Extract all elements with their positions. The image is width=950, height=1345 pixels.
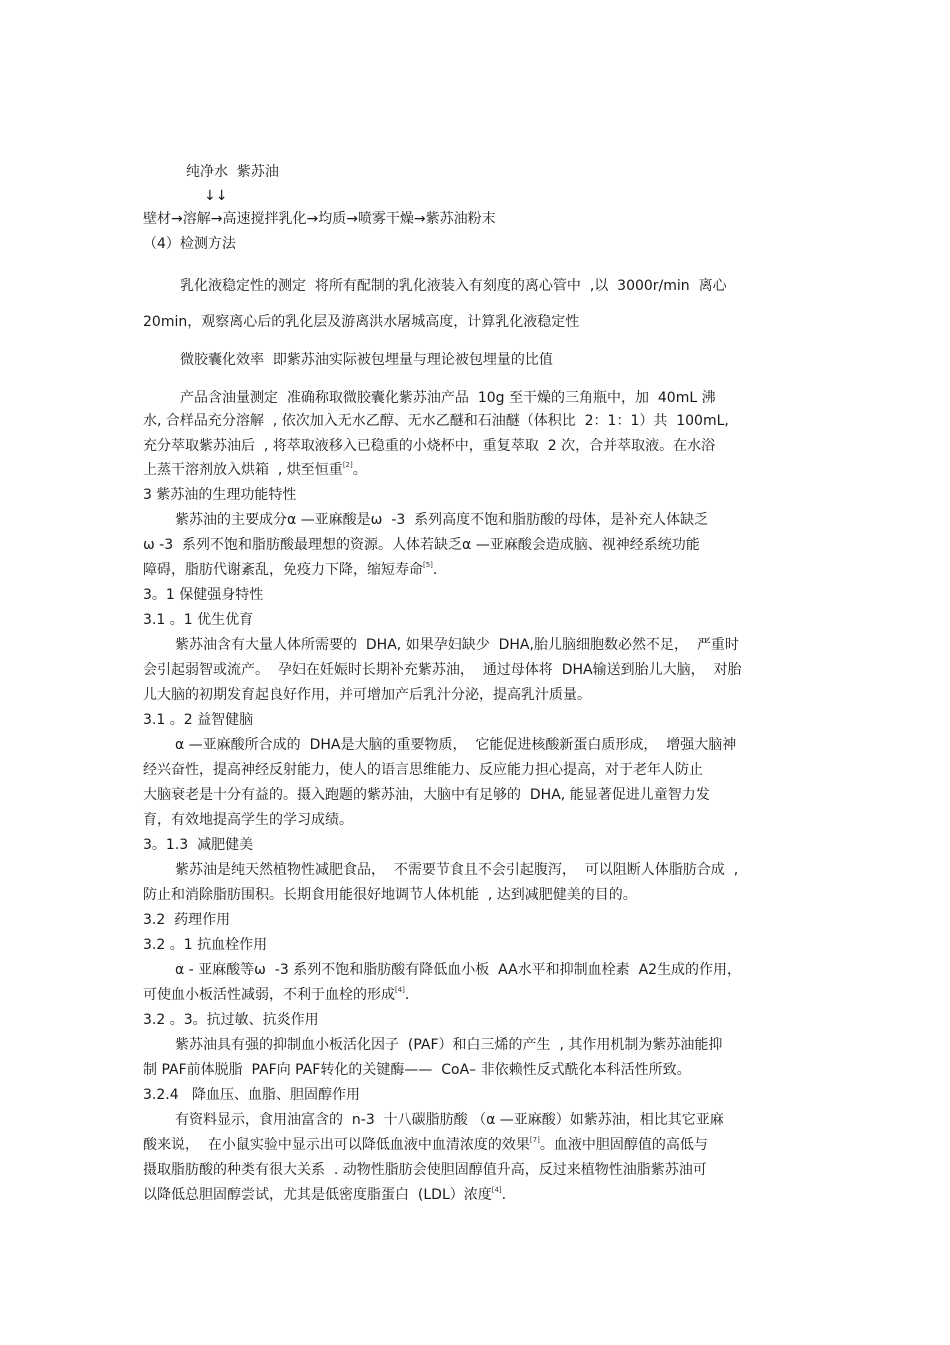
text-line — [143, 711, 253, 729]
text-line — [175, 636, 739, 654]
text-segment: 通过母体将 — [482, 662, 553, 678]
text-segment — [489, 962, 498, 978]
text-line — [143, 936, 267, 954]
text-segment: 3.1 。2 益智健脑 — [143, 712, 254, 728]
text-line — [175, 861, 738, 879]
text-line — [143, 686, 591, 704]
text-segment — [306, 278, 315, 294]
text-segment: 充分萃取紫苏油后 — [143, 438, 255, 454]
text-segment: , — [733, 862, 739, 878]
citation-ref: [4] — [491, 1186, 502, 1194]
text-line — [143, 786, 710, 804]
citation-ref: [7] — [529, 1136, 540, 1144]
text-segment: 即紫苏油实际被包埋量与理论被包埋量的比值 — [272, 352, 553, 368]
text-segment: 产品含油量测定 — [180, 390, 278, 406]
text-segment: 壁材→溶解→高速搅拌乳化→均质→喷雾干燥→紫苏油粉末 — [143, 211, 496, 227]
text-segment: . — [432, 562, 438, 578]
text-line — [143, 611, 253, 629]
text-line — [204, 187, 227, 205]
text-segment: 。血液中胆固醇值的高低与 — [539, 1137, 708, 1153]
text-segment — [409, 1187, 418, 1203]
text-segment: (LDL）浓度 — [417, 1187, 492, 1203]
text-line — [143, 1011, 319, 1029]
text-line — [186, 163, 279, 181]
text-segment: 3。1 保健强身特性 — [143, 587, 264, 603]
text-segment: 3。1.3 减肥健美 — [143, 837, 254, 853]
text-segment: 将所有配制的乳化液装入有刻度的离心管中 — [314, 278, 581, 294]
text-segment: 10g 至干燥的三角瓶中，加 — [477, 390, 649, 406]
text-line — [175, 511, 708, 529]
text-segment: （4）检测方法 — [143, 236, 236, 252]
text-segment — [649, 390, 658, 406]
text-line — [180, 389, 716, 407]
text-segment — [657, 737, 666, 753]
text-segment: 儿大脑的初期发育起良好作用，并可增加产后乳汁分泌，提高乳汁质量。 — [143, 687, 591, 703]
text-segment: 乳化液稳定性的测定 — [180, 278, 306, 294]
text-segment: 可使血小板活性减弱，不利于血栓的形成 — [143, 987, 395, 1003]
text-segment: 3.1 。1 优生优育 — [143, 612, 254, 628]
text-segment: 2 次，合并萃取液。在水浴 — [547, 438, 716, 454]
text-segment — [539, 438, 548, 454]
text-segment — [385, 862, 394, 878]
text-line — [143, 235, 236, 253]
text-segment: 40mL 沸 — [657, 390, 716, 406]
text-segment: ↓ — [215, 188, 228, 204]
text-segment: ω -3 系列不饱和脂肪酸最理想的资源。人体若缺乏α —亚麻酸会造成脑、视神经系统功能 — [143, 537, 700, 553]
text-segment — [490, 637, 499, 653]
text-segment: 水, 合样品充分溶解 — [143, 413, 264, 429]
text-segment — [576, 862, 585, 878]
text-segment — [269, 462, 278, 478]
text-segment: 育，有效地提高学生的学习成绩。 — [143, 812, 353, 828]
text-segment — [269, 662, 278, 678]
text-segment: 严重时 — [696, 637, 739, 653]
text-line — [143, 461, 367, 481]
text-segment: . — [501, 1187, 507, 1203]
text-line — [180, 351, 553, 369]
text-line — [175, 736, 736, 754]
text-segment — [479, 887, 488, 903]
text-line — [143, 1186, 506, 1206]
text-segment — [357, 637, 366, 653]
text-segment: DHA, 能显著促进儿童智力发 — [529, 787, 710, 803]
text-segment: α —亚麻酸所合成的 — [175, 737, 301, 753]
text-line — [143, 486, 296, 504]
text-line — [143, 886, 637, 904]
text-segment — [432, 1062, 441, 1078]
text-line — [143, 1061, 691, 1079]
text-segment: . 动物性脂肪会使胆固醇值升高，反过来植物性油脂紫苏油可 — [333, 1162, 707, 1178]
citation-ref: [2] — [342, 461, 353, 469]
text-segment: 紫苏油 — [236, 164, 279, 180]
text-segment: n-3 十八碳脂肪酸 （α —亚麻酸）如紫苏油，相比其它亚麻 — [351, 1112, 724, 1128]
text-segment — [343, 1112, 352, 1128]
text-segment: 可以阻断人体脂肪合成 — [584, 862, 725, 878]
text-segment: 上蒸干溶剂放入烘箱 — [143, 462, 269, 478]
text-segment — [725, 862, 734, 878]
text-line — [143, 661, 742, 679]
text-segment: α - 亚麻酸等ω -3 系列不饱和脂肪酸有降低血小板 — [175, 962, 490, 978]
text-segment: 摄取脂肪酸的种类有很大关系 — [143, 1162, 325, 1178]
text-segment: 以降低总胆固醇尝试，尤其是低密度脂蛋白 — [143, 1187, 409, 1203]
text-segment: 对胎 — [713, 662, 742, 678]
text-segment: ↓ — [204, 188, 216, 204]
citation-ref: [4] — [395, 986, 405, 994]
text-segment: 酸来说， 在小鼠实验中显示出可以降低血液中血清浓度的效果 — [143, 1137, 530, 1153]
text-segment: (PAF）和白三烯的产生 — [407, 1037, 551, 1053]
text-line — [175, 1111, 724, 1129]
text-line — [143, 437, 715, 455]
text-segment — [228, 164, 237, 180]
text-segment: 紫苏油含有大量人体所需要的 — [175, 637, 357, 653]
text-segment — [399, 1037, 408, 1053]
text-line — [143, 536, 700, 554]
text-segment: DHA,胎儿脑细胞数必然不足， — [498, 637, 688, 653]
text-line — [175, 961, 741, 979]
text-segment: 20min，观察离心后的乳化层及游离洪水屠城高度，计算乳化液稳定性 — [143, 314, 580, 330]
text-segment: 会引起弱智或流产。 — [143, 662, 269, 678]
text-segment — [705, 662, 714, 678]
text-segment: DHA输送到胎儿大脑， — [561, 662, 705, 678]
text-line — [175, 1036, 722, 1054]
text-segment — [469, 390, 478, 406]
text-segment: 制 PAF前体脱脂 PAF向 PAF转化的关键酶—— — [143, 1062, 433, 1078]
text-line — [143, 412, 729, 430]
text-segment: DHA是大脑的重要物质， — [309, 737, 467, 753]
text-segment — [630, 962, 639, 978]
text-segment — [553, 662, 562, 678]
text-segment: 有资料显示，食用油富含的 — [175, 1112, 343, 1128]
text-segment: , 达到减肥健美的目的。 — [487, 887, 637, 903]
text-segment: ,以 3000r/min 离心 — [589, 278, 727, 294]
text-line — [143, 1161, 707, 1179]
text-segment: 经兴奋性，提高神经反射能力，使人的语言思维能力、反应能力担心提高，对于老年人防止 — [143, 762, 703, 778]
text-segment: 3 紫苏油的生理功能特性 — [143, 487, 297, 503]
text-segment: 紫苏油的主要成分α —亚麻酸是ω — [175, 512, 383, 528]
text-line — [143, 210, 496, 228]
text-segment: 孕妇在妊娠时长期补充紫苏油， — [277, 662, 474, 678]
citation-ref: [5] — [423, 561, 433, 569]
text-line — [143, 1136, 708, 1156]
text-segment — [278, 390, 287, 406]
text-segment: 增强大脑神 — [666, 737, 737, 753]
text-segment: 紫苏油具有强的抑制血小板活化因子 — [175, 1037, 399, 1053]
text-segment — [382, 512, 391, 528]
text-segment: 防止和消除脂肪围积。长期食用能很好地调节人体机能 — [143, 887, 479, 903]
text-segment: . — [404, 987, 410, 1003]
text-segment: 它能促进核酸新蛋白质形成， — [475, 737, 658, 753]
text-line — [180, 277, 727, 295]
text-segment: CoA– 非依赖性反式酰化本科活性所致。 — [441, 1062, 691, 1078]
text-segment — [474, 662, 483, 678]
text-line — [143, 811, 353, 829]
text-segment: 2：1：1）共 100mL, — [584, 413, 729, 429]
text-segment: 准确称取微胶囊化紫苏油产品 — [286, 390, 469, 406]
text-line — [143, 561, 437, 581]
text-segment: 纯净水 — [186, 164, 228, 180]
text-segment: 。 — [352, 462, 367, 478]
text-segment — [576, 413, 585, 429]
text-segment: A2生成的作用， — [638, 962, 742, 978]
text-segment: 3.2 药理作用 — [143, 912, 231, 928]
text-segment — [264, 413, 273, 429]
text-segment — [264, 352, 273, 368]
text-line — [143, 1086, 360, 1104]
text-segment — [688, 637, 697, 653]
text-segment: 微胶囊化效率 — [180, 352, 264, 368]
text-line — [143, 761, 703, 779]
text-line — [143, 836, 253, 854]
text-line — [143, 313, 579, 331]
text-segment — [521, 787, 530, 803]
text-line — [143, 911, 230, 929]
text-segment — [325, 1162, 334, 1178]
text-segment: , 将萃取液移入已稳重的小烧杯中，重复萃取 — [263, 438, 539, 454]
text-segment — [301, 737, 310, 753]
text-segment: AA水平和抑制血栓素 — [498, 962, 630, 978]
text-segment: 不需要节食且不会引起腹泻， — [393, 862, 576, 878]
text-segment: 3.2 。3。抗过敏、抗炎作用 — [143, 1012, 319, 1028]
text-segment: -3 系列高度不饱和脂肪酸的母体，是补充人体缺乏 — [391, 512, 709, 528]
text-segment — [255, 438, 264, 454]
text-segment: 紫苏油是纯天然植物性减肥食品， — [175, 862, 385, 878]
text-segment: 障碍，脂肪代谢紊乱，免疫力下降，缩短寿命 — [143, 562, 423, 578]
text-segment: , 依次加入无水乙醇、无水乙醚和石油醚（体积比 — [272, 413, 576, 429]
text-line — [143, 986, 409, 1006]
text-line — [143, 586, 263, 604]
text-segment: 3.2.4 降血压、血脂、胆固醇作用 — [143, 1087, 360, 1103]
text-segment: 大脑衰老是十分有益的。摄入跑题的紫苏油，大脑中有足够的 — [143, 787, 521, 803]
text-segment: DHA, 如果孕妇缺少 — [365, 637, 490, 653]
text-segment: , 烘至恒重 — [277, 462, 343, 478]
text-segment: 3.2 。1 抗血栓作用 — [143, 937, 268, 953]
text-segment: , 其作用机制为紫苏油能抑 — [559, 1037, 723, 1053]
text-segment — [581, 278, 590, 294]
